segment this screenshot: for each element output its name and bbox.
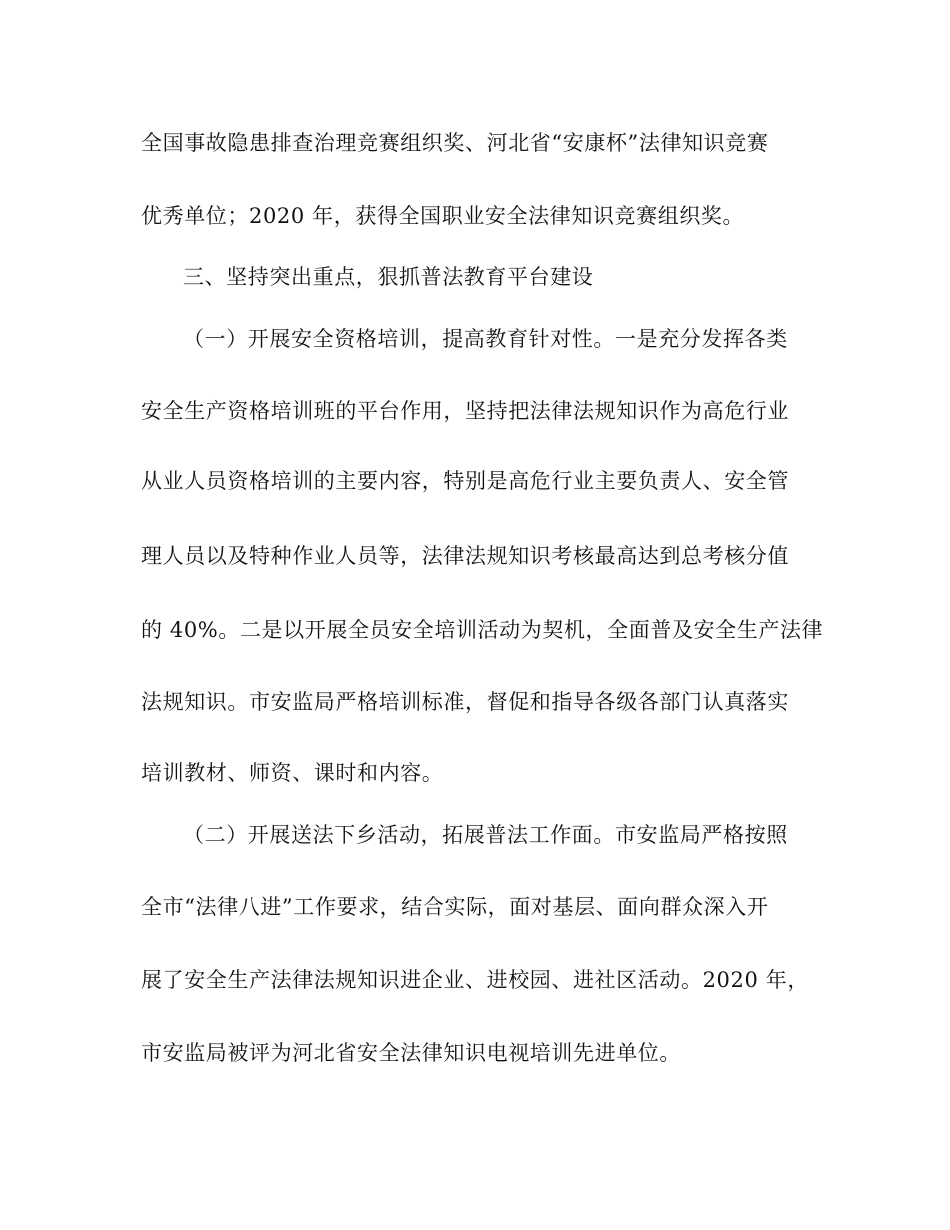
paragraph-line: 理人员以及特种作业人员等，法律法规知识考核最高达到总考核分值 [141,544,789,568]
subsection-heading-line: （二）开展送法下乡活动，拓展普法工作面。市安监局严格按照 [183,823,788,847]
paragraph-line: 从业人员资格培训的主要内容，特别是高危行业主要负责人、安全管 [141,469,789,493]
section-heading: 三、坚持突出重点，狠抓普法教育平台建设 [183,265,594,289]
paragraph-line: 市安监局被评为河北省安全法律知识电视培训先进单位。 [141,1041,681,1065]
paragraph-line: 全市“法律八进”工作要求，结合实际，面对基层、面向群众深入开 [141,895,769,919]
paragraph-line: 展了安全生产法律法规知识进企业、进校园、进社区活动。2020 年， [141,968,809,992]
paragraph-line: 优秀单位；2020 年，获得全国职业安全法律知识竞赛组织奖。 [141,204,745,228]
paragraph-line: 培训教材、师资、课时和内容。 [141,761,444,785]
paragraph-line: 安全生产资格培训班的平台作用，坚持把法律法规知识作为高危行业 [141,399,789,423]
paragraph-line: 全国事故隐患排查治理竞赛组织奖、河北省“安康杯”法律知识竞赛 [141,131,769,155]
subsection-heading-line: （一）开展安全资格培训，提高教育针对性。一是充分发挥各类 [183,327,788,351]
paragraph-line: 法规知识。市安监局严格培训标准，督促和指导各级各部门认真落实 [141,690,789,714]
paragraph-line: 的 40%。二是以开展全员安全培训活动为契机，全面普及安全生产法律 [141,618,824,642]
